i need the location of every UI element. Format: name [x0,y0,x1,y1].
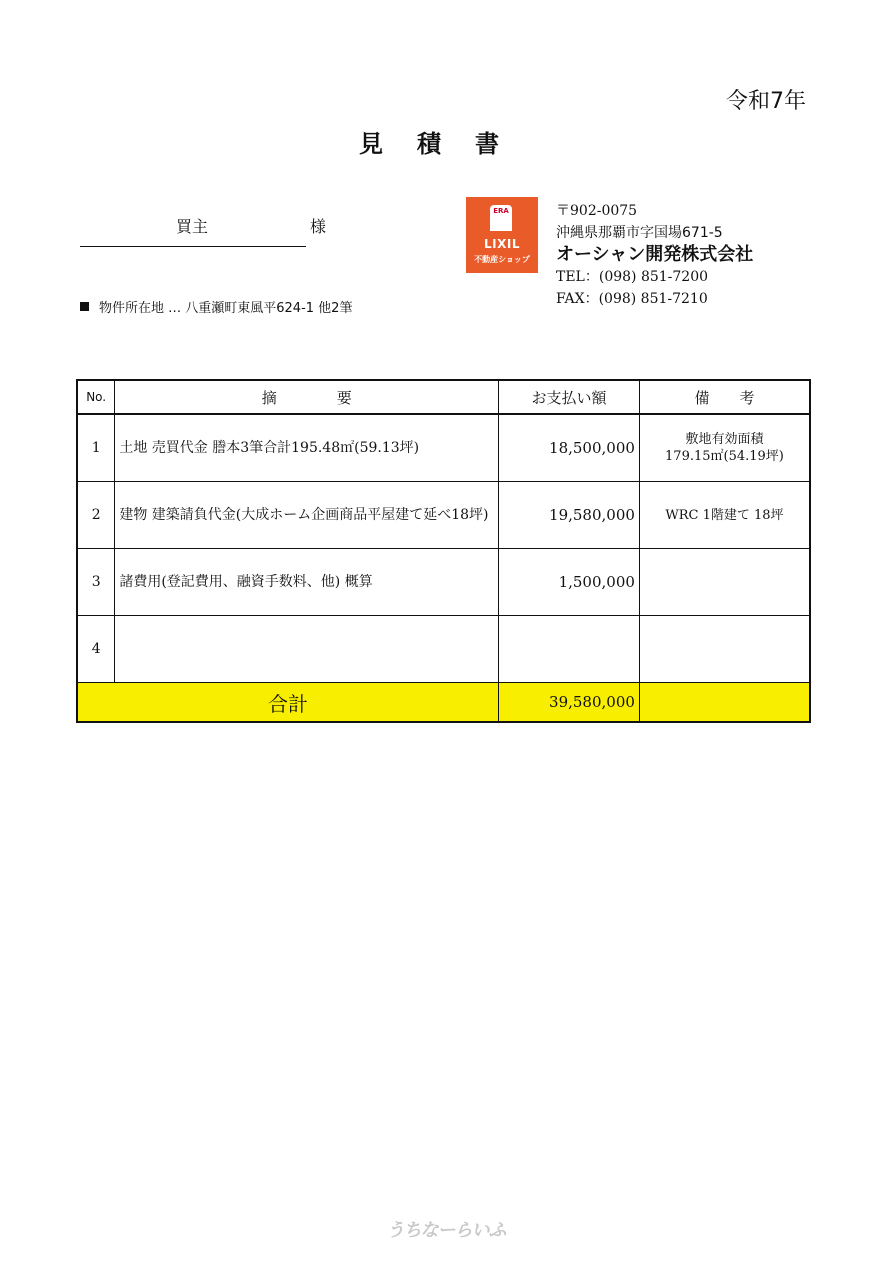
total-row [77,683,810,723]
logo-brand-text: LIXIL [484,237,520,251]
table-row [77,482,810,549]
row-amount [499,616,640,683]
row-description: 諸費用(登記費用、融資手数料、他) 概算 [115,549,499,616]
row-no: 2 [77,482,115,549]
row-remarks [639,414,810,482]
table-row [77,616,810,683]
buyer-label: 買主 [176,217,209,236]
row-remarks [639,482,810,549]
logo-sub-text: 不動産ショップ [474,255,530,264]
remarks-line: WRC 1階建て 18坪 [665,507,784,523]
row-amount: 19,580,000 [499,482,640,549]
table-row [77,414,810,482]
total-label: 合計 [77,683,499,723]
square-bullet-icon [80,302,89,311]
row-description: 建物 建築請負代金(大成ホーム企画商品平屋建て延べ18坪) [115,482,499,549]
header-no: No. [77,380,115,414]
company-name: オーシャン開発株式会社 [556,244,754,265]
row-no: 4 [77,616,115,683]
document-title: 見積書 [359,130,533,158]
header-amount: お支払い額 [499,380,640,414]
table-row [77,549,810,616]
row-no: 3 [77,549,115,616]
company-info [556,200,753,310]
row-no: 1 [77,414,115,482]
property-location [80,297,352,316]
property-location-text: 物件所在地 … 八重瀬町東風平624-1 他2筆 [99,301,353,316]
watermark: うちなーらいふ [386,1220,506,1241]
total-remarks [639,683,810,723]
row-remarks [639,616,810,683]
row-amount: 18,500,000 [499,414,640,482]
company-fax: FAX：(098) 851-7210 [556,291,708,307]
remarks-line: 179.15㎡(54.19坪) [665,449,784,464]
table-header-row [77,380,810,414]
company-logo [466,197,538,273]
row-description [115,616,499,683]
company-postal-code: 〒902-0075 [556,203,638,219]
row-description: 土地 売買代金 謄本3筆合計195.48㎡(59.13坪) [115,414,499,482]
header-remarks: 備考 [639,380,810,414]
row-remarks [639,549,810,616]
buyer-honorific: 様 [310,217,327,236]
document-date: 令和7年 [726,89,806,114]
header-summary: 摘要 [115,380,499,414]
company-tel: TEL：(098) 851-7200 [556,269,709,285]
total-amount: 39,580,000 [499,683,640,723]
buyer-line [80,212,327,247]
row-amount: 1,500,000 [499,549,640,616]
era-logo-icon: ERA [490,205,512,231]
estimate-table [76,379,811,723]
company-address: 沖縄県那覇市字国場671-5 [556,225,723,241]
remarks-line: 敷地有効面積 [685,432,764,447]
